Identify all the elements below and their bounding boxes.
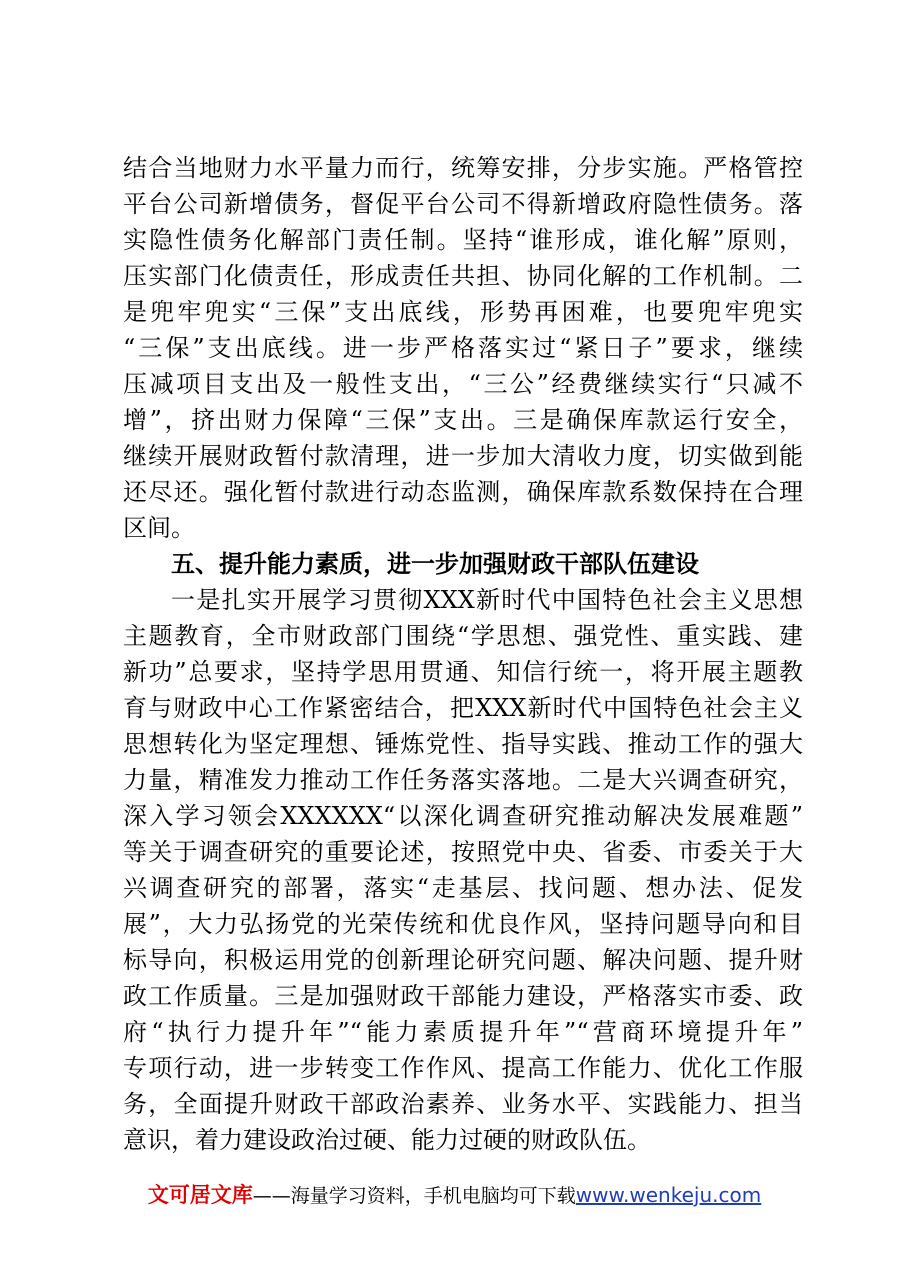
footer-banner bbox=[0, 1180, 909, 1210]
section-line: 一是扎实开展学习贯彻XXX新时代中国特色社会主义思想 bbox=[171, 586, 803, 614]
footer-tagline: ——海量学习资料，手机电脑均可下载 bbox=[252, 1185, 576, 1207]
body-line: 是兜牢兜实“三保”支出底线，形势再困难，也要兜牢兜实 bbox=[123, 298, 803, 326]
body-line: 结合当地财力水平量力而行，统筹安排，分步实施。严格管控 bbox=[123, 154, 803, 182]
section-line: 等关于调查研究的重要论述，按照党中央、省委、市委关于大 bbox=[123, 838, 803, 866]
body-line: 增”，挤出财力保障“三保”支出。三是确保库款运行安全， bbox=[123, 406, 803, 434]
section-line: 政工作质量。三是加强财政干部能力建设，严格落实市委、政 bbox=[123, 982, 803, 1010]
body-line: 区间。 bbox=[123, 514, 195, 542]
section-line: 展”，大力弘扬党的光荣传统和优良作风，坚持问题导向和目 bbox=[123, 910, 803, 938]
body-line: 压实部门化债责任，形成责任共担、协同化解的工作机制。二 bbox=[123, 262, 803, 290]
body-line: 平台公司新增债务，督促平台公司不得新增政府隐性债务。落 bbox=[123, 190, 803, 218]
body-line: 还尽还。强化暂付款进行动态监测，确保库款系数保持在合理 bbox=[123, 478, 803, 506]
section-heading: 五、提升能力素质，进一步加强财政干部队伍建设 bbox=[171, 550, 699, 578]
footer-site-link[interactable]: www.wenkeju.com bbox=[575, 1183, 762, 1207]
footer-brand: 文可居文库 bbox=[147, 1183, 253, 1207]
section-line: 务，全面提升财政干部政治素养、业务水平、实践能力、担当 bbox=[123, 1090, 803, 1118]
section-line: 主题教育，全市财政部门围绕“学思想、强党性、重实践、建 bbox=[123, 622, 803, 650]
section-line: 育与财政中心工作紧密结合，把XXX新时代中国特色社会主义 bbox=[123, 694, 803, 722]
section-line: 思想转化为坚定理想、锤炼党性、指导实践、推动工作的强大 bbox=[123, 730, 803, 758]
section-line: 标导向，积极运用党的创新理论研究问题、解决问题、提升财 bbox=[123, 946, 803, 974]
section-line: 意识，着力建设政治过硬、能力过硬的财政队伍。 bbox=[123, 1126, 651, 1154]
body-line: 压减项目支出及一般性支出，“三公”经费继续实行“只减不 bbox=[123, 370, 803, 398]
body-line: 继续开展财政暂付款清理，进一步加大清收力度，切实做到能 bbox=[123, 442, 803, 470]
section-line: 深入学习领会XXXXXX“以深化调查研究推动解决发展难题” bbox=[123, 802, 803, 830]
section-line: 府“执行力提升年”“能力素质提升年”“营商环境提升年” bbox=[123, 1018, 803, 1046]
body-line: “三保”支出底线。进一步严格落实过“紧日子”要求，继续 bbox=[123, 334, 803, 362]
section-line: 新功”总要求，坚持学思用贯通、知信行统一，将开展主题教 bbox=[123, 658, 803, 686]
section-line: 力量，精准发力推动工作任务落实落地。二是大兴调查研究， bbox=[123, 766, 803, 794]
body-line: 实隐性债务化解部门责任制。坚持“谁形成，谁化解”原则， bbox=[123, 226, 803, 254]
section-line: 专项行动，进一步转变工作作风、提高工作能力、优化工作服 bbox=[123, 1054, 803, 1082]
section-line: 兴调查研究的部署，落实“走基层、找问题、想办法、促发 bbox=[123, 874, 803, 902]
